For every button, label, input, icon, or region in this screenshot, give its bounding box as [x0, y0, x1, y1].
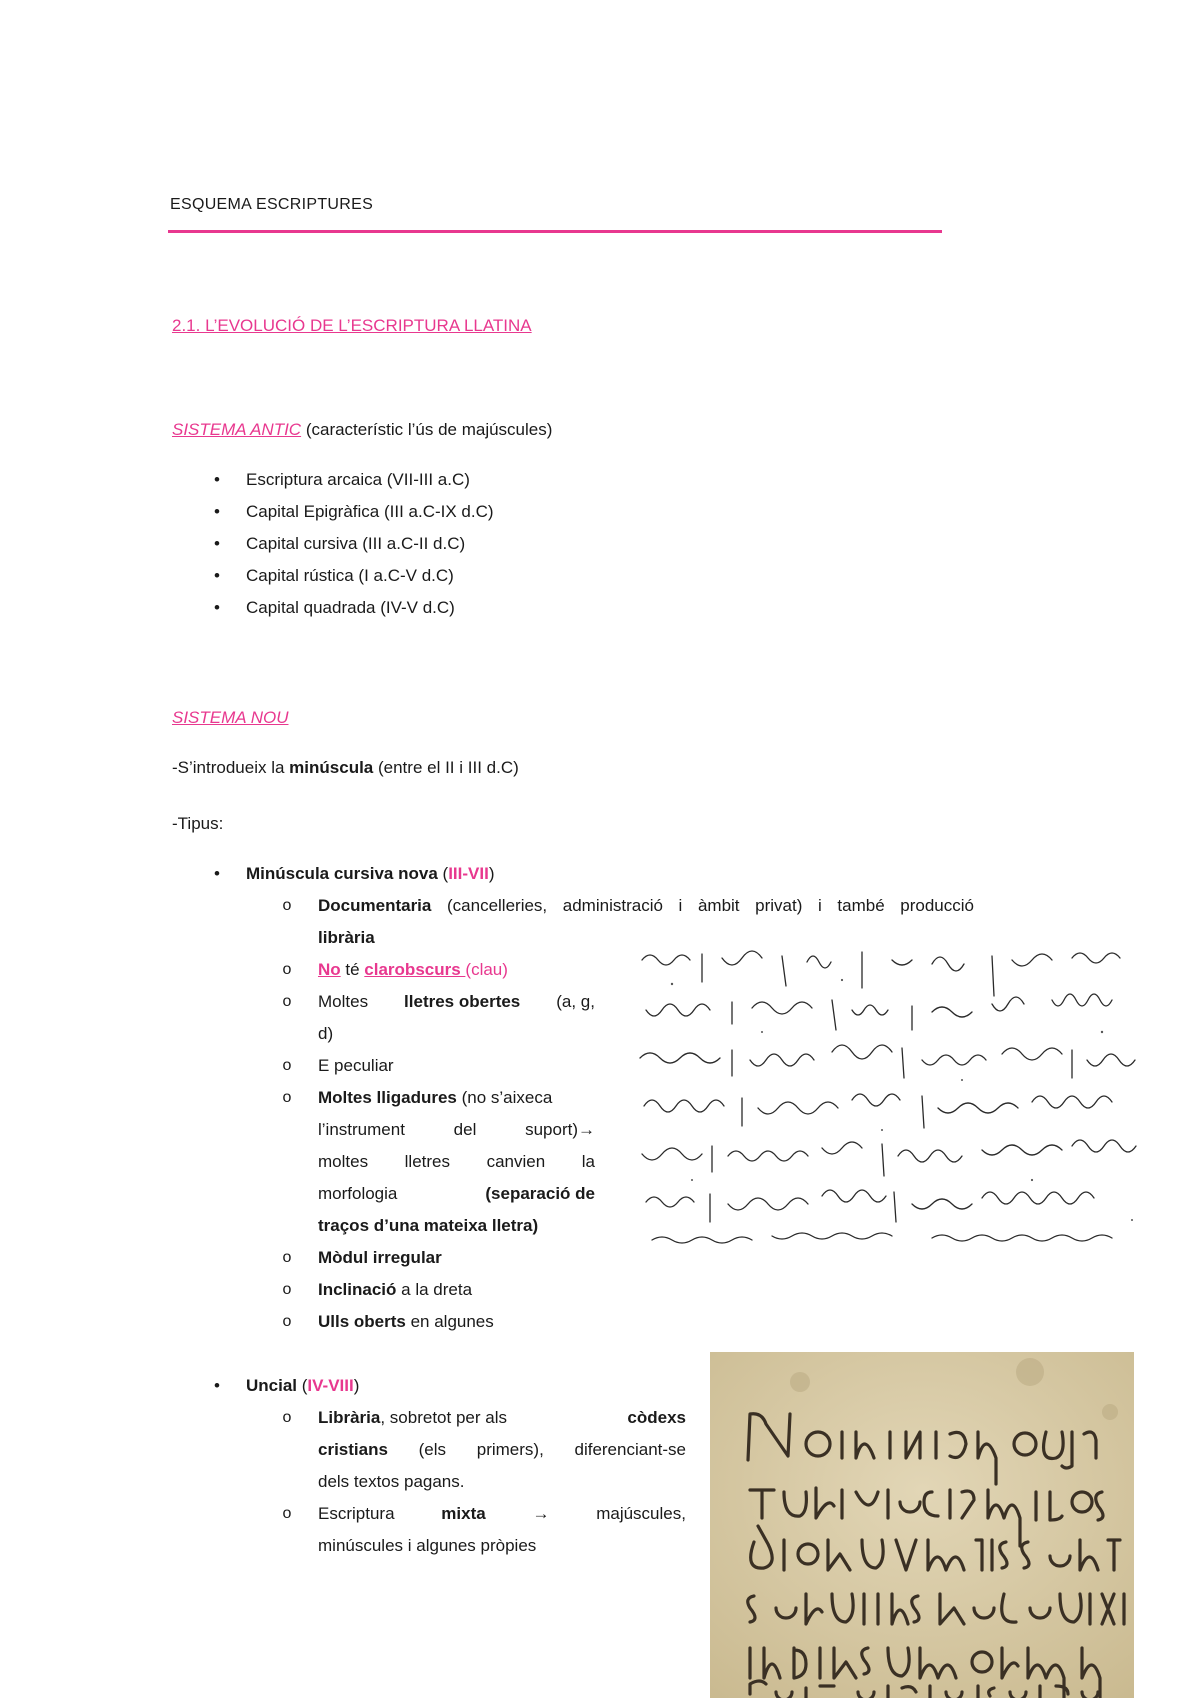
antic-note: (característic l’ús de majúscules): [305, 420, 553, 439]
uncial-manuscript-image: [710, 1352, 1134, 1698]
section-heading: 2.1. L’EVOLUCIÓ DE L’ESCRIPTURA LLATINA: [172, 316, 532, 335]
antic-heading: SISTEMA ANTIC: [172, 420, 302, 439]
nou-tipus: -Tipus:: [172, 814, 224, 833]
nou-heading: SISTEMA NOU: [172, 708, 289, 727]
cursive-manuscript-image: [632, 940, 1164, 1258]
title-rule: [168, 230, 942, 233]
nou-intro: -S’introdueix la minúscula (entre el II i III d.C): [172, 758, 519, 777]
cursive-script-figure: [632, 940, 1164, 1258]
uncial-script-figure: [710, 1352, 1134, 1698]
antic-heading-line: [172, 414, 552, 446]
page-title: ESQUEMA ESCRIPTURES: [170, 196, 374, 213]
